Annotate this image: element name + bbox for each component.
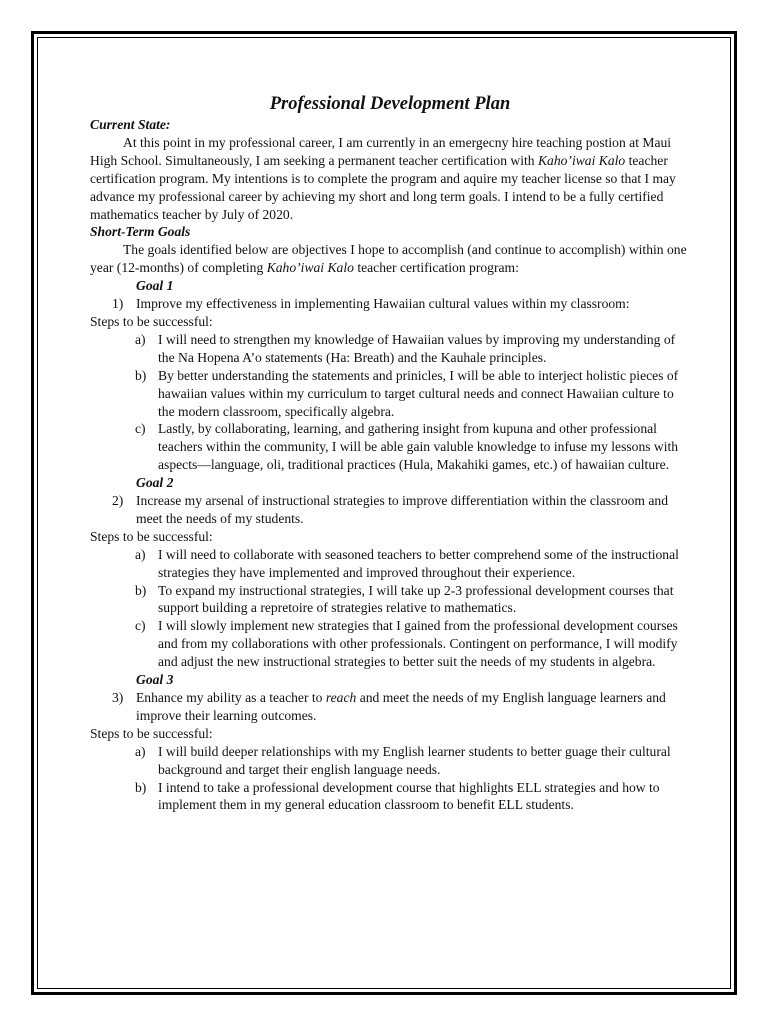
document-body bbox=[90, 92, 690, 814]
step-text: To expand my instructional strategies, I will take up 2-3 professional development courses that support building a repretoire of strategies relative to mathematics. bbox=[158, 582, 674, 616]
goal-text: Increase my arsenal of instructional strategies to improve differentiation within the classroom and meet the needs of my students. bbox=[136, 493, 669, 526]
current-state-paragraph bbox=[90, 134, 690, 224]
goal-text: Improve my effectiveness in implementing Hawaiian cultural values within my classroom: bbox=[136, 296, 630, 312]
step-text: I will slowly implement new strategies that I gained from the professional development courses and from my collaborations with other professionals. Contingent on performance, I will modify and adjust the new instructional strategies to better suit the needs of my students in algebra. bbox=[158, 618, 678, 670]
document-title: Professional Development Plan bbox=[269, 94, 511, 114]
step-label: b) bbox=[135, 779, 147, 795]
step-text: By better understanding the statements and prinicles, I will be able to interject holistic pieces of hawaiian values within my curriculum to target cultural needs and connect Hawaiian culture to the modern classroom, specifically algebra. bbox=[158, 367, 679, 419]
current-state-heading: Current State: bbox=[90, 117, 171, 132]
step-text: I will build deeper relationships with my English learner students to better guage their cultural background and target their english language needs. bbox=[158, 743, 671, 777]
goal-statement bbox=[90, 689, 690, 725]
goal-number: 1) bbox=[112, 296, 124, 312]
current-state-text-1: At this point in my professional career, I am currently in an emergecny hire teaching postion at Maui High School. Simultaneously, I am seeking a permanent teacher certification with bbox=[90, 134, 672, 168]
step-label: c) bbox=[135, 618, 146, 634]
step-item bbox=[90, 420, 690, 474]
steps-label: Steps to be successful: bbox=[90, 313, 213, 329]
goal-text-1: Enhance my ability as a teacher to bbox=[136, 690, 326, 705]
goal-number: 2) bbox=[112, 493, 124, 509]
step-text: I will need to strengthen my knowledge of Hawaiian values by improving my understanding of the Na Hopena A’o statements (Ha: Breath) and the Kauhale principles. bbox=[158, 331, 676, 365]
goal-text-2: and meet the needs of my English language learners and improve their learning outcomes. bbox=[136, 690, 666, 723]
step-label: a) bbox=[135, 331, 146, 347]
short-term-paragraph bbox=[90, 241, 690, 277]
short-term-text-2: teacher certification program: bbox=[353, 260, 519, 276]
step-item bbox=[90, 743, 690, 779]
step-label: a) bbox=[135, 743, 146, 759]
step-item bbox=[90, 617, 690, 671]
goal-title: Goal 2 bbox=[136, 475, 174, 491]
step-label: b) bbox=[135, 582, 147, 598]
steps-label: Steps to be successful: bbox=[90, 528, 213, 544]
step-item bbox=[90, 331, 690, 367]
program-name: Kaho’iwai Kalo bbox=[266, 260, 354, 276]
program-name: Kaho’iwai Kalo bbox=[537, 152, 626, 168]
step-text: I intend to take a professional development course that highlights ELL strategies and how to implement them in my general education classroom to benefit ELL students. bbox=[158, 779, 660, 813]
step-item bbox=[90, 779, 690, 815]
step-text: I will need to collaborate with seasoned teachers to better comprehend some of the instructional strategies they have implemented and improved throughout their experience. bbox=[158, 546, 679, 580]
goal-statement bbox=[90, 492, 690, 528]
goal-title: Goal 1 bbox=[136, 278, 174, 294]
steps-label: Steps to be successful: bbox=[90, 725, 213, 741]
short-term-text-1: The goals identified below are objectives I hope to accomplish (and continue to accomplish) within one year (12-months) of completing bbox=[90, 242, 687, 276]
step-item bbox=[90, 367, 690, 421]
step-item bbox=[90, 546, 690, 582]
goal-title: Goal 3 bbox=[136, 672, 174, 688]
short-term-heading: Short-Term Goals bbox=[90, 224, 191, 240]
goal-statement bbox=[90, 295, 690, 313]
step-item bbox=[90, 582, 690, 618]
step-label: a) bbox=[135, 546, 146, 562]
goal-number: 3) bbox=[112, 690, 124, 705]
step-label: b) bbox=[135, 367, 147, 383]
current-state-text-2: teacher certification program. My intentions is to complete the program and aquire my teacher license so that I may advance my professional career by achieving my short and long term goals. I intend to be a fully certified mathematics teacher by July of 2020. bbox=[90, 152, 676, 222]
step-text: Lastly, by collaborating, learning, and gathering insight from kupuna and other professional teachers within the community, I will be able gain valuble knowledge to infuse my lessons with aspects—language, oli, traditional practices (Hula, Makahiki games, etc.) of hawaiian culture. bbox=[158, 421, 679, 473]
step-label: c) bbox=[135, 421, 146, 437]
goal-text-emphasis: reach bbox=[325, 690, 357, 705]
